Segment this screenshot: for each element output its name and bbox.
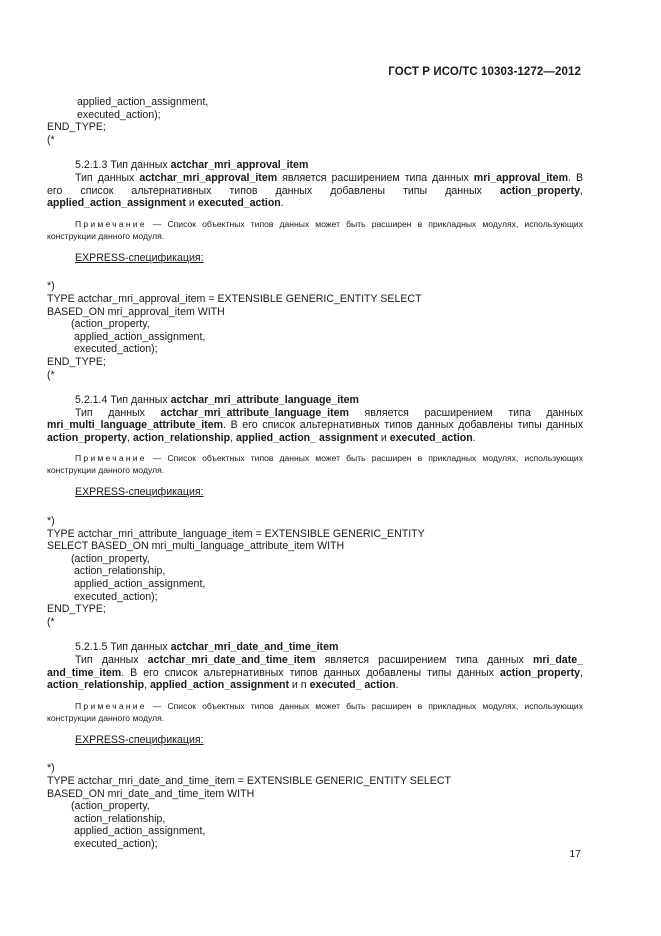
text: типа	[508, 406, 531, 419]
section-paragraph	[47, 419, 583, 444]
code-line: applied_action_assignment,	[74, 578, 206, 591]
type-name: executed_ action	[309, 679, 396, 692]
text: .	[472, 431, 476, 444]
section-heading-5-2-1-4	[47, 394, 583, 407]
code-line: *)	[47, 762, 55, 775]
code-line: action_relationship,	[74, 812, 166, 825]
type-name: executed_action	[389, 431, 473, 444]
section-heading-5-2-1-5	[47, 641, 583, 654]
code-line: SELECT BASED_ON mri_multi_language_attribute_item WITH	[47, 540, 345, 553]
code-line: (*	[47, 133, 55, 146]
code-line: (action_property,	[71, 800, 150, 813]
text: ,	[230, 431, 236, 444]
code-line: (action_property,	[71, 552, 150, 565]
text: ,	[580, 666, 583, 679]
text: является расширением типа данных	[315, 654, 533, 666]
heading-type-name: actchar_mri_approval_item	[170, 159, 309, 172]
express-label: EXPRESS-спецификация:	[75, 486, 204, 499]
type-name: action_property	[499, 184, 581, 197]
type-name: applied_action_assignment	[47, 197, 186, 210]
express-label: EXPRESS-спецификация:	[75, 733, 204, 746]
page-number: 17	[569, 848, 581, 860]
text: данных	[108, 406, 145, 419]
page-content	[47, 96, 583, 851]
heading-number: 5.2.1.5 Тип данных	[75, 641, 171, 654]
express-label: EXPRESS-спецификация:	[75, 251, 204, 264]
text: является	[364, 406, 409, 419]
type-name: mri_approval_item	[473, 171, 568, 184]
text: расширением	[424, 406, 493, 419]
code-line: TYPE actchar_mri_date_and_time_item = EXTENSIBLE GENERIC_ENTITY SELECT	[47, 774, 451, 787]
note	[47, 452, 583, 476]
heading-type-name: actchar_mri_attribute_language_item	[170, 394, 359, 407]
code-line: BASED_ON mri_approval_item WITH	[47, 305, 225, 318]
note	[47, 700, 583, 724]
code-line: END_TYPE;	[47, 603, 106, 616]
note-text: — Список объектных типов данных может быть расширен в прикладных модулях, использующих конструкции данного модуля.	[47, 700, 583, 723]
code-line: TYPE actchar_mri_approval_item = EXTENSIBLE GENERIC_ENTITY SELECT	[47, 292, 422, 305]
text: ,	[127, 431, 133, 444]
type-name: action_relationship	[132, 431, 231, 444]
text: и	[185, 197, 198, 210]
standard-header: ГОСТ Р ИСО/ТС 10303-1272—2012	[388, 66, 581, 78]
code-line: executed_action);	[74, 590, 158, 603]
type-name: mri_date_ and_time_item	[47, 654, 584, 679]
type-name: action_property	[499, 666, 581, 679]
section-paragraph	[47, 172, 583, 210]
text: Тип данных	[75, 171, 140, 184]
text: . В его список альтернативных типов данных добавлены типы данных	[223, 419, 583, 432]
note-text: — Список объектных типов данных может быть расширен в прикладных модулях, использующих конструкции данного модуля.	[47, 453, 583, 476]
type-name: action_property	[47, 431, 128, 444]
section-paragraph-line	[47, 407, 583, 420]
type-name: mri_multi_language_attribute_item	[47, 419, 224, 432]
text: является расширением типа данных	[277, 171, 474, 184]
note-label: Примечание	[75, 700, 147, 711]
text: ,	[144, 679, 151, 692]
code-line: applied_action_assignment,	[74, 825, 206, 838]
code-line: executed_action);	[74, 343, 158, 356]
section-paragraph	[47, 654, 583, 692]
note	[47, 218, 583, 242]
type-name: actchar_mri_attribute_language_item	[160, 406, 349, 419]
text: ,	[580, 184, 583, 197]
heading-number: 5.2.1.3 Тип данных	[75, 159, 171, 172]
code-line: TYPE actchar_mri_attribute_language_item = EXTENSIBLE GENERIC_ENTITY	[47, 527, 425, 540]
type-name: actchar_mri_approval_item	[139, 171, 278, 184]
code-line: (*	[47, 615, 55, 628]
text: .	[395, 679, 399, 692]
text: .	[280, 197, 284, 210]
text: Тип	[75, 406, 93, 419]
text: Тип данных	[75, 654, 148, 666]
code-line: applied_action_assignment,	[74, 330, 206, 343]
code-line: (action_property,	[71, 318, 150, 331]
text: данных	[546, 406, 584, 419]
note-text: — Список объектных типов данных может быть расширен в прикладных модулях, использующих конструкции данного модуля.	[47, 218, 583, 241]
text: и	[377, 431, 390, 444]
code-line: executed_action);	[77, 108, 161, 121]
code-line: BASED_ON mri_date_and_time_item WITH	[47, 787, 255, 800]
code-line: *)	[47, 515, 55, 528]
heading-number: 5.2.1.4 Тип данных	[75, 394, 171, 407]
note-label: Примечание	[75, 218, 147, 229]
type-name: applied_action_ assignment	[235, 431, 378, 444]
text: . В его список альтернативных типов данных добавлены типы данных	[121, 666, 500, 679]
code-line: END_TYPE;	[47, 121, 106, 134]
code-line: executed_action);	[74, 837, 158, 850]
code-line: END_TYPE;	[47, 355, 106, 368]
note-label: Примечание	[75, 453, 147, 464]
text: и n	[288, 679, 310, 692]
type-name: action_relationship	[47, 679, 145, 692]
type-name: actchar_mri_date_and_time_item	[147, 654, 316, 666]
text: . В его список альтернативных типов данных добавлены типы данных	[47, 171, 584, 197]
code-line: *)	[47, 280, 55, 293]
type-name: applied_action_assignment	[150, 679, 289, 692]
type-name: executed_action	[197, 197, 281, 210]
section-heading-5-2-1-3	[47, 159, 583, 172]
code-line: action_relationship,	[74, 565, 166, 578]
code-line: (*	[47, 368, 55, 381]
heading-type-name: actchar_mri_date_and_time_item	[170, 641, 339, 654]
code-line: applied_action_assignment,	[77, 96, 209, 108]
